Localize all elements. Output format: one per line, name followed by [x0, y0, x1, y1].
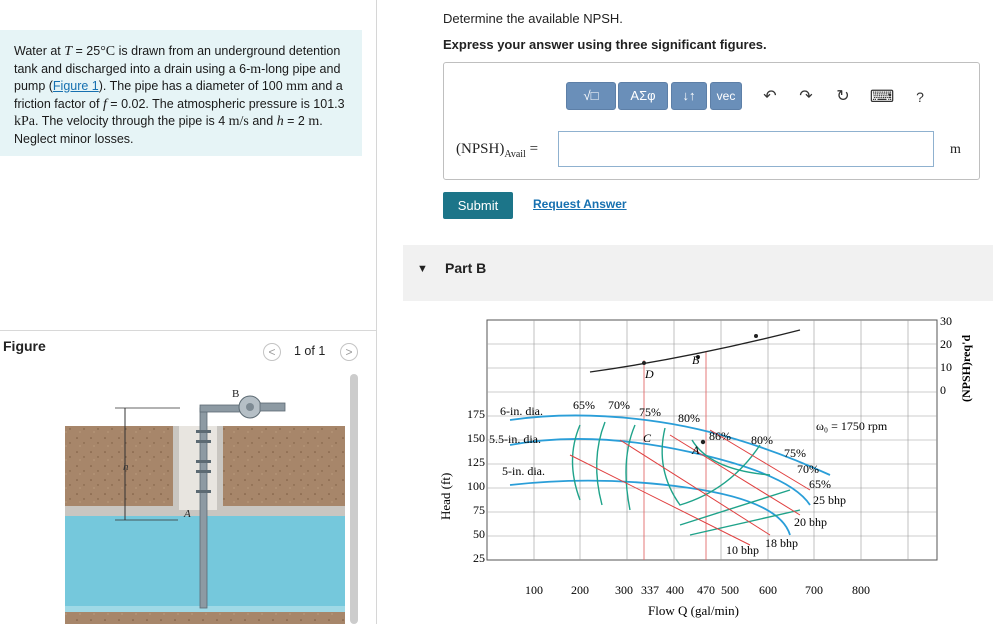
problem-text: = 0.02. The atmospheric pressure is 101.3	[106, 96, 345, 111]
y-ticks	[467, 407, 485, 565]
problem-text: Water at	[14, 44, 65, 58]
x-axis-label: Flow Q (gal/min)	[648, 603, 739, 618]
subscript-superscript-button[interactable]	[671, 82, 707, 110]
x-tick: 300	[615, 583, 633, 597]
x-tick: 470	[697, 583, 715, 597]
figure-label: Figure	[3, 338, 46, 354]
unit-mm: mm	[286, 79, 308, 94]
help-icon[interactable]: ?	[916, 89, 924, 105]
x-tick: 500	[721, 583, 739, 597]
sqrt-template-icon: √□	[583, 88, 599, 103]
figure-page-indicator: 1 of 1	[294, 344, 326, 358]
suction-pipe	[200, 408, 207, 608]
problem-text: and	[248, 114, 277, 128]
chevron-right-icon: >	[345, 345, 353, 359]
efficiency-label: 70%	[797, 462, 819, 476]
unit-degc: °C	[100, 44, 116, 59]
greek-icon: ΑΣφ	[630, 88, 656, 103]
next-figure-button[interactable]	[340, 343, 358, 361]
part-b-header[interactable]	[403, 245, 993, 301]
templates-button[interactable]	[566, 82, 616, 110]
efficiency-label: 75%	[639, 405, 661, 419]
x-tick: 600	[759, 583, 777, 597]
up-down-icon: ↓↑	[682, 88, 696, 103]
y-tick: 25	[473, 551, 485, 565]
x-tick: 337	[641, 583, 659, 597]
x-tick: 200	[571, 583, 589, 597]
efficiency-label: 75%	[784, 446, 806, 460]
diameter-label: 5-in. dia.	[502, 464, 545, 478]
x-tick: 100	[525, 583, 543, 597]
x-ticks	[525, 583, 870, 597]
shaft-opening	[173, 426, 223, 510]
var-T: T	[64, 44, 73, 59]
npsh-tick: 20	[940, 337, 952, 351]
point-label: A	[692, 443, 700, 457]
part-b-label[interactable]: Part B	[445, 260, 487, 276]
redo-icon[interactable]: ↷	[799, 88, 813, 105]
label-b: B	[232, 388, 240, 400]
keyboard-icon[interactable]: ⌨	[869, 87, 895, 106]
power-label: 10 bhp	[726, 543, 759, 557]
y-tick: 150	[467, 431, 485, 445]
point-label: B	[692, 353, 700, 367]
x-tick: 400	[666, 583, 684, 597]
npsh-tick: 0	[940, 383, 946, 397]
answer-label-main: (NPSH)	[456, 141, 505, 157]
answer-label-eq: =	[525, 141, 539, 157]
y-tick: 175	[467, 407, 485, 421]
question-instruction: Express your answer using three significant figures.	[443, 37, 767, 52]
problem-text: . Neglect minor losses.	[14, 114, 323, 146]
diameter-label: 6-in. dia.	[500, 404, 543, 418]
vec-icon: vec	[716, 89, 736, 103]
efficiency-label: 86%	[709, 429, 731, 443]
npsh-answer-input[interactable]	[558, 131, 934, 167]
figure-link[interactable]: Figure 1	[52, 79, 99, 93]
unit-m: m	[250, 61, 262, 77]
y-tick: 75	[473, 503, 485, 517]
label-h: h	[123, 461, 129, 473]
npsh-axis-label: (NPSH)req'd	[959, 334, 973, 402]
prev-figure-button[interactable]	[263, 343, 281, 361]
problem-text: = 2	[283, 114, 309, 128]
power-label: 25 bhp	[813, 493, 846, 507]
reset-icon[interactable]: ↻	[836, 88, 850, 105]
vector-button[interactable]	[710, 82, 742, 110]
submit-button[interactable]: Submit	[443, 192, 513, 219]
var-h: h	[276, 114, 284, 129]
power-label: 18 bhp	[765, 536, 798, 550]
var-f: f	[102, 96, 107, 112]
answer-label	[456, 141, 538, 160]
y-tick: 50	[473, 527, 485, 541]
problem-text: -long pipe and pump (	[14, 61, 341, 93]
label-a: A	[184, 508, 191, 520]
y-axis-label: Head (ft)	[438, 472, 453, 520]
efficiency-label: 80%	[751, 433, 773, 447]
speed-label: ω₀ = 1750 rpm	[816, 419, 888, 433]
efficiency-label: 65%	[573, 398, 595, 412]
undo-icon[interactable]: ↶	[763, 88, 777, 105]
npsh-tick: 30	[940, 314, 952, 328]
point-label: D	[645, 367, 654, 381]
x-tick: 700	[805, 583, 823, 597]
problem-text: is drawn from an underground detention tank and discharged into a drain using a 6-	[14, 44, 341, 76]
npsh-tick: 10	[940, 360, 952, 374]
problem-statement	[0, 30, 362, 156]
npsh-ticks	[940, 314, 952, 397]
diameter-label: 5.5-in. dia.	[489, 432, 541, 446]
unit-kpa: kPa	[14, 114, 35, 129]
answer-label-sub: Avail	[504, 149, 526, 160]
problem-text: . The velocity through the pipe is 4	[35, 114, 229, 128]
chevron-left-icon: <	[268, 345, 276, 359]
request-answer-link[interactable]: Request Answer	[533, 197, 627, 211]
problem-text: and a friction factor of	[14, 79, 343, 111]
figure-illustration	[60, 378, 345, 624]
y-tick: 100	[467, 479, 485, 493]
unit-m: m	[308, 114, 320, 129]
question-prompt: Determine the available NPSH.	[443, 11, 623, 26]
greek-button[interactable]	[618, 82, 668, 110]
answer-unit: m	[950, 142, 961, 157]
power-label: 20 bhp	[794, 515, 827, 529]
caret-down-icon[interactable]: ▼	[417, 263, 428, 275]
y-tick: 125	[467, 455, 485, 469]
efficiency-label: 80%	[678, 411, 700, 425]
pump-performance-chart	[430, 310, 1000, 624]
efficiency-label: 65%	[809, 477, 831, 491]
panel-divider	[376, 0, 377, 624]
problem-text: = 25	[72, 44, 101, 58]
unit-ms: m/s	[228, 114, 249, 129]
point-label: C	[643, 431, 652, 445]
x-tick: 800	[852, 583, 870, 597]
efficiency-label: 70%	[608, 398, 630, 412]
figure-scrollbar[interactable]	[350, 374, 358, 624]
problem-text: ). The pipe has a diameter of 100	[98, 79, 287, 93]
